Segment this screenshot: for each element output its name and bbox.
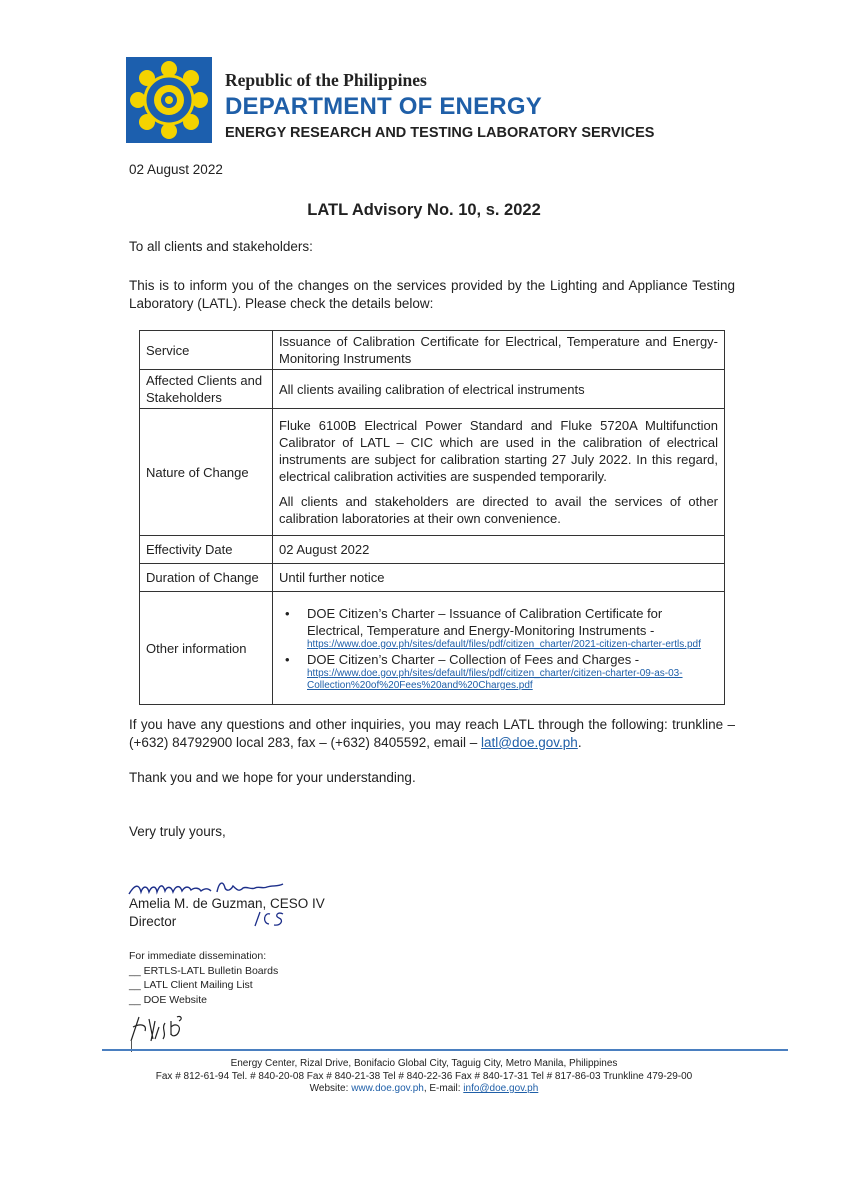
- other-info-list: [279, 605, 718, 692]
- salutation: To all clients and stakeholders:: [129, 239, 313, 254]
- list-item: __ DOE Website: [129, 993, 208, 1006]
- footer-email-link[interactable]: info@doe.gov.ph: [463, 1083, 539, 1094]
- effectivity-value: 02 August 2022: [273, 536, 725, 564]
- affected-label: Affected Clients and Stakeholders: [140, 370, 273, 409]
- footer-web-line: [0, 1083, 848, 1096]
- footer-divider: [102, 1049, 788, 1051]
- handwritten-routing-initials: [127, 1011, 189, 1052]
- advisory-title: LATL Advisory No. 10, s. 2022: [307, 201, 541, 219]
- nature-paragraph-1: Fluke 6100B Electrical Power Standard and Fluke 5720A Multifunction Calibrator of LATL – CIC which are used in the calibration of electrical instruments are subject for calibration starting 27 July 2022. In this regard, electrical calibration activities are suspended temporarily.: [279, 418, 718, 484]
- dissemination-block: [129, 949, 278, 1007]
- doe-logo: [126, 57, 212, 143]
- closing-line: Very truly yours,: [129, 824, 226, 839]
- duration-label: Duration of Change: [140, 564, 273, 592]
- letter-date: 02 August 2022: [129, 162, 223, 177]
- footer-website-label: Website:: [309, 1083, 349, 1094]
- table-row: [140, 331, 725, 370]
- table-row: [140, 564, 725, 592]
- other-info-value: [273, 592, 725, 705]
- affected-value: All clients availing calibration of electrical instruments: [273, 370, 725, 409]
- office-heading: ENERGY RESEARCH AND TESTING LABORATORY SERVICES: [225, 125, 655, 141]
- charter-ertls-text: DOE Citizen’s Charter – Issuance of Calibration Certificate for Electrical, Temperature and Energy-Monitoring Instruments -: [307, 605, 663, 638]
- list-item: __ LATL Client Mailing List: [129, 979, 253, 991]
- signatory-title: Director: [129, 914, 177, 929]
- republic-heading: Republic of the Philippines: [225, 70, 427, 90]
- duration-value: Until further notice: [273, 564, 725, 592]
- charter-ertls-link[interactable]: https://www.doe.gov.ph/sites/default/files/pdf/citizen_charter/2021-citizen-charter-ertls.pdf: [307, 638, 701, 650]
- footer-phones: Fax # 812-61-94 Tel. # 840-20-08 Fax # 840-21-38 Tel # 840-22-36 Fax # 840-17-31 Tel # 817-86-03 Trunkline 479-29-00: [155, 1070, 693, 1082]
- table-row: [140, 370, 725, 409]
- nature-label: Nature of Change: [140, 409, 273, 536]
- advisory-details-table: [139, 330, 725, 705]
- nature-value: [273, 409, 725, 536]
- table-row: [140, 592, 725, 705]
- service-label: Service: [140, 331, 273, 370]
- charter-fees-link[interactable]: https://www.doe.gov.ph/sites/default/files/pdf/citizen_charter/citizen-charter-09-as-03-Collection%20of%20Fees%20and%20Charges.pdf: [307, 667, 683, 691]
- footer: [0, 1058, 848, 1096]
- service-value: Issuance of Calibration Certificate for Electrical, Temperature and Energy-Monitoring Instruments: [273, 331, 725, 370]
- charter-fees-text: DOE Citizen’s Charter – Collection of Fees and Charges -: [307, 651, 640, 667]
- footer-website-link[interactable]: www.doe.gov.ph: [351, 1083, 424, 1094]
- handwritten-initials: [252, 909, 286, 934]
- table-row: [140, 536, 725, 564]
- list-item: __ ERTLS-LATL Bulletin Boards: [129, 964, 279, 977]
- effectivity-label: Effectivity Date: [140, 536, 273, 564]
- dissemination-heading: For immediate dissemination:: [129, 950, 267, 962]
- table-row: [140, 409, 725, 536]
- latl-email-link[interactable]: latl@doe.gov.ph: [481, 735, 578, 750]
- department-heading: DEPARTMENT OF ENERGY: [225, 93, 542, 120]
- thanks-line: Thank you and we hope for your understanding.: [129, 770, 416, 785]
- inquiry-paragraph: [129, 716, 735, 752]
- inquiry-text: If you have any questions and other inquiries, you may reach LATL through the following: trunkline – (+632) 84792900 local 283, fax – (+632) 8405592, email –: [129, 717, 735, 750]
- nature-paragraph-2: All clients and stakeholders are directed to avail the services of other calibration laboratories at their own convenience.: [279, 494, 718, 526]
- other-info-label: Other information: [140, 592, 273, 705]
- signatory-name: Amelia M. de Guzman, CESO IV: [129, 896, 325, 911]
- footer-address: Energy Center, Rizal Drive, Bonifacio Global City, Taguig City, Metro Manila, Philippines: [230, 1058, 618, 1069]
- list-item: [307, 605, 718, 651]
- doe-seal-icon: [126, 57, 212, 143]
- intro-paragraph: This is to inform you of the changes on the services provided by the Lighting and Appliance Testing Laboratory (LATL). Please check the details below:: [129, 278, 735, 311]
- footer-email-label: , E-mail:: [423, 1083, 461, 1094]
- inquiry-end: .: [577, 735, 582, 750]
- list-item: [307, 651, 718, 692]
